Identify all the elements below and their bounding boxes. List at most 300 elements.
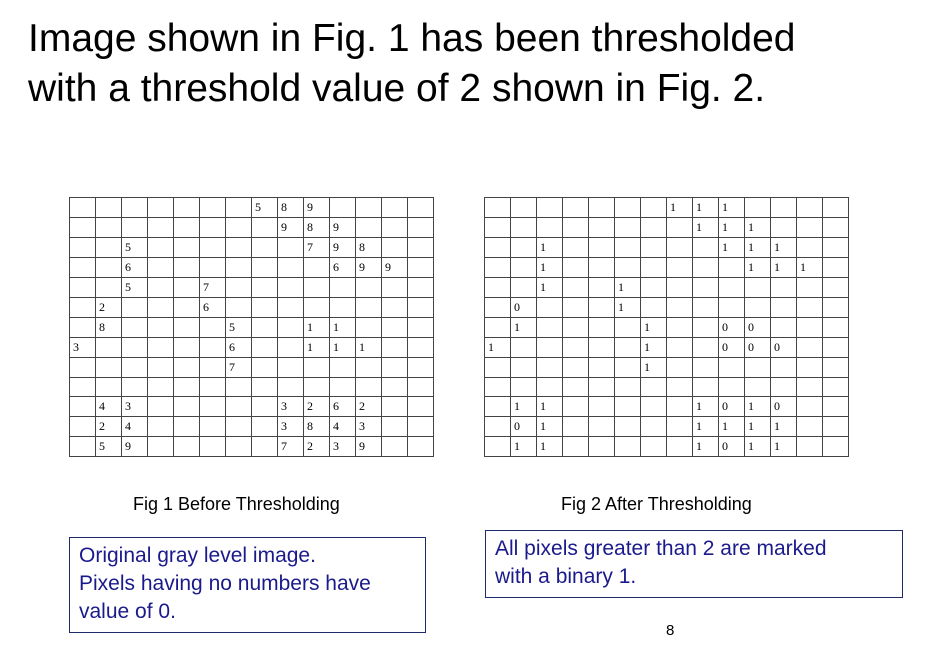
grid-cell xyxy=(511,278,537,298)
grid-cell xyxy=(563,258,589,278)
grid-cell: 1 xyxy=(537,417,563,437)
grid-cell xyxy=(485,218,511,238)
grid-cell: 1 xyxy=(719,218,745,238)
grid-cell xyxy=(797,417,823,437)
grid-cell xyxy=(70,437,96,457)
grid-cell xyxy=(823,437,849,457)
grid-row xyxy=(70,378,434,397)
fig1-note-line-2: Pixels having no numbers have xyxy=(79,572,371,595)
grid-cell xyxy=(563,378,589,397)
title-line-1: Image shown in Fig. 1 has been thresholded xyxy=(28,17,796,60)
grid-cell xyxy=(511,378,537,397)
grid-cell: 9 xyxy=(356,258,382,278)
grid-cell: 1 xyxy=(771,417,797,437)
grid-cell xyxy=(122,198,148,218)
grid-cell xyxy=(641,218,667,238)
grid-cell xyxy=(537,338,563,358)
grid-cell xyxy=(615,397,641,417)
grid-cell xyxy=(797,437,823,457)
grid-cell: 1 xyxy=(330,318,356,338)
grid-cell xyxy=(96,278,122,298)
grid-cell xyxy=(200,358,226,378)
grid-cell: 7 xyxy=(226,358,252,378)
grid-cell xyxy=(589,318,615,338)
grid-cell: 1 xyxy=(667,198,693,218)
grid-cell xyxy=(70,397,96,417)
grid-cell xyxy=(667,338,693,358)
grid-cell: 1 xyxy=(304,338,330,358)
grid-cell xyxy=(823,378,849,397)
grid-cell xyxy=(96,258,122,278)
grid-cell xyxy=(226,378,252,397)
grid-cell xyxy=(485,278,511,298)
grid-cell xyxy=(408,437,434,457)
grid-cell xyxy=(797,218,823,238)
grid-cell: 0 xyxy=(771,338,797,358)
grid-cell xyxy=(823,258,849,278)
grid-cell xyxy=(537,318,563,338)
grid-cell xyxy=(589,417,615,437)
grid-cell xyxy=(797,238,823,258)
grid-cell xyxy=(563,437,589,457)
grid-cell xyxy=(589,198,615,218)
grid-cell xyxy=(174,218,200,238)
grid-cell xyxy=(615,358,641,378)
grid-row xyxy=(70,218,434,238)
grid-cell xyxy=(70,218,96,238)
grid-cell xyxy=(226,437,252,457)
grid-cell xyxy=(200,238,226,258)
grid-cell xyxy=(70,298,96,318)
grid-cell xyxy=(485,378,511,397)
grid-cell xyxy=(511,338,537,358)
grid-cell: 1 xyxy=(615,278,641,298)
grid-cell: 1 xyxy=(719,238,745,258)
grid-cell xyxy=(589,338,615,358)
grid-cell xyxy=(771,318,797,338)
grid-cell xyxy=(278,358,304,378)
grid-cell xyxy=(719,278,745,298)
grid-cell: 1 xyxy=(771,238,797,258)
grid-cell xyxy=(485,437,511,457)
grid-row xyxy=(485,218,849,238)
grid-cell xyxy=(200,338,226,358)
grid-cell: 1 xyxy=(356,338,382,358)
grid-cell xyxy=(200,378,226,397)
grid-cell: 1 xyxy=(330,338,356,358)
grid-cell: 8 xyxy=(96,318,122,338)
grid-cell xyxy=(589,298,615,318)
grid-cell xyxy=(252,338,278,358)
grid-cell xyxy=(537,358,563,378)
grid-cell xyxy=(615,437,641,457)
grid-cell xyxy=(174,397,200,417)
grid-cell xyxy=(278,278,304,298)
grid-cell: 0 xyxy=(719,437,745,457)
grid-row xyxy=(70,358,434,378)
grid-cell: 3 xyxy=(122,397,148,417)
grid-cell: 1 xyxy=(693,218,719,238)
grid-cell xyxy=(823,318,849,338)
grid-cell: 4 xyxy=(96,397,122,417)
grid-cell xyxy=(693,358,719,378)
grid-cell: 1 xyxy=(771,437,797,457)
grid-cell xyxy=(693,298,719,318)
grid-cell: 1 xyxy=(745,218,771,238)
grid-cell xyxy=(408,318,434,338)
grid-cell: 0 xyxy=(771,397,797,417)
grid-cell xyxy=(771,378,797,397)
grid-cell xyxy=(563,318,589,338)
grid-cell: 2 xyxy=(356,397,382,417)
grid-cell: 0 xyxy=(745,318,771,338)
grid-cell xyxy=(330,298,356,318)
grid-cell xyxy=(148,378,174,397)
grid-cell xyxy=(382,378,408,397)
grid-cell xyxy=(330,358,356,378)
grid-cell xyxy=(70,358,96,378)
grid-cell: 1 xyxy=(693,397,719,417)
grid-cell xyxy=(641,238,667,258)
grid-cell: 1 xyxy=(641,338,667,358)
grid-cell xyxy=(148,417,174,437)
grid-cell xyxy=(70,417,96,437)
grid-cell: 8 xyxy=(278,198,304,218)
grid-row xyxy=(485,198,849,218)
grid-cell xyxy=(563,198,589,218)
grid-cell xyxy=(200,318,226,338)
grid-cell xyxy=(252,437,278,457)
grid-row xyxy=(485,417,849,437)
grid-cell xyxy=(485,417,511,437)
grid-cell: 0 xyxy=(745,338,771,358)
grid-cell xyxy=(96,198,122,218)
grid-cell: 7 xyxy=(278,437,304,457)
grid-cell: 1 xyxy=(511,397,537,417)
grid-cell: 1 xyxy=(771,258,797,278)
grid-cell: 1 xyxy=(537,278,563,298)
grid-cell xyxy=(745,198,771,218)
grid-cell: 0 xyxy=(511,298,537,318)
grid-cell: 9 xyxy=(382,258,408,278)
grid-cell xyxy=(96,378,122,397)
grid-cell xyxy=(511,198,537,218)
grid-cell xyxy=(278,338,304,358)
grid-cell xyxy=(382,298,408,318)
grid-cell xyxy=(823,358,849,378)
grid-cell xyxy=(148,358,174,378)
grid-cell: 1 xyxy=(693,198,719,218)
grid-cell: 9 xyxy=(278,218,304,238)
grid-cell: 0 xyxy=(719,397,745,417)
grid-cell: 6 xyxy=(226,338,252,358)
grid-cell xyxy=(693,338,719,358)
grid-cell xyxy=(174,338,200,358)
grid-cell: 1 xyxy=(719,417,745,437)
fig2-caption: Fig 2 After Thresholding xyxy=(561,494,752,514)
grid-cell xyxy=(667,318,693,338)
grid-cell xyxy=(122,358,148,378)
grid-cell xyxy=(823,397,849,417)
grid-cell xyxy=(797,338,823,358)
grid-cell xyxy=(823,218,849,238)
grid-cell xyxy=(511,218,537,238)
grid-cell xyxy=(356,378,382,397)
grid-cell xyxy=(226,417,252,437)
grid-cell xyxy=(278,378,304,397)
grid-cell: 5 xyxy=(252,198,278,218)
grid-cell xyxy=(693,378,719,397)
grid-cell xyxy=(382,318,408,338)
grid-cell xyxy=(304,298,330,318)
fig1-note-box xyxy=(69,537,426,633)
fig1-caption: Fig 1 Before Thresholding xyxy=(133,494,340,514)
fig1-pixel-grid xyxy=(69,197,434,457)
grid-cell xyxy=(304,378,330,397)
grid-cell xyxy=(823,278,849,298)
grid-cell xyxy=(797,278,823,298)
grid-cell xyxy=(589,218,615,238)
grid-row xyxy=(70,238,434,258)
grid-cell xyxy=(641,258,667,278)
grid-cell xyxy=(823,198,849,218)
grid-cell xyxy=(200,258,226,278)
grid-cell xyxy=(641,417,667,437)
grid-cell xyxy=(408,278,434,298)
grid-cell xyxy=(252,278,278,298)
grid-cell xyxy=(382,198,408,218)
grid-cell: 4 xyxy=(122,417,148,437)
grid-cell xyxy=(70,258,96,278)
grid-cell xyxy=(771,358,797,378)
grid-cell xyxy=(615,218,641,238)
grid-cell xyxy=(823,298,849,318)
grid-cell xyxy=(563,338,589,358)
grid-cell xyxy=(408,298,434,318)
grid-cell xyxy=(641,378,667,397)
grid-row xyxy=(485,278,849,298)
grid-cell xyxy=(823,417,849,437)
grid-cell xyxy=(356,198,382,218)
grid-cell xyxy=(174,358,200,378)
grid-cell xyxy=(797,198,823,218)
grid-cell xyxy=(719,298,745,318)
grid-cell xyxy=(615,238,641,258)
grid-cell xyxy=(615,417,641,437)
grid-cell xyxy=(382,238,408,258)
grid-cell xyxy=(200,417,226,437)
grid-cell: 1 xyxy=(537,258,563,278)
grid-cell xyxy=(356,278,382,298)
grid-cell xyxy=(408,238,434,258)
grid-cell xyxy=(174,258,200,278)
grid-cell xyxy=(693,278,719,298)
grid-cell xyxy=(641,298,667,318)
grid-cell xyxy=(667,397,693,417)
grid-cell xyxy=(745,378,771,397)
grid-cell xyxy=(70,198,96,218)
grid-cell xyxy=(563,278,589,298)
grid-cell xyxy=(382,218,408,238)
grid-cell xyxy=(667,278,693,298)
grid-cell xyxy=(122,218,148,238)
grid-cell: 8 xyxy=(356,238,382,258)
grid-cell xyxy=(485,358,511,378)
grid-cell xyxy=(70,378,96,397)
grid-cell xyxy=(330,198,356,218)
grid-cell xyxy=(408,338,434,358)
grid-cell: 1 xyxy=(797,258,823,278)
fig2-note-box xyxy=(485,530,903,598)
grid-cell: 1 xyxy=(745,238,771,258)
grid-cell: 3 xyxy=(356,417,382,437)
grid-cell: 0 xyxy=(511,417,537,437)
grid-cell: 3 xyxy=(278,417,304,437)
grid-cell xyxy=(563,397,589,417)
grid-cell xyxy=(408,378,434,397)
grid-cell xyxy=(823,338,849,358)
grid-cell xyxy=(797,298,823,318)
grid-cell: 1 xyxy=(745,437,771,457)
grid-cell xyxy=(537,218,563,238)
grid-cell: 6 xyxy=(330,397,356,417)
grid-cell xyxy=(823,238,849,258)
grid-cell xyxy=(745,358,771,378)
grid-cell: 1 xyxy=(537,397,563,417)
grid-cell xyxy=(719,258,745,278)
grid-cell xyxy=(174,437,200,457)
grid-cell xyxy=(667,238,693,258)
page-number: 8 xyxy=(666,622,675,639)
grid-cell xyxy=(174,417,200,437)
grid-cell xyxy=(174,298,200,318)
grid-cell xyxy=(252,358,278,378)
grid-cell xyxy=(563,417,589,437)
grid-cell xyxy=(330,378,356,397)
grid-cell xyxy=(589,437,615,457)
grid-cell: 5 xyxy=(96,437,122,457)
grid-cell xyxy=(278,318,304,338)
grid-cell xyxy=(226,198,252,218)
grid-cell xyxy=(408,258,434,278)
grid-cell xyxy=(511,358,537,378)
grid-cell: 5 xyxy=(122,238,148,258)
grid-cell xyxy=(200,397,226,417)
grid-cell xyxy=(148,338,174,358)
grid-cell xyxy=(148,278,174,298)
grid-cell xyxy=(356,358,382,378)
grid-cell: 2 xyxy=(96,298,122,318)
grid-cell: 2 xyxy=(96,417,122,437)
grid-cell xyxy=(200,437,226,457)
grid-cell xyxy=(485,198,511,218)
grid-row xyxy=(485,378,849,397)
grid-cell xyxy=(226,278,252,298)
grid-cell xyxy=(771,198,797,218)
grid-cell xyxy=(148,198,174,218)
grid-cell xyxy=(745,278,771,298)
grid-row xyxy=(485,318,849,338)
grid-cell: 1 xyxy=(745,258,771,278)
grid-cell: 1 xyxy=(511,437,537,457)
grid-cell xyxy=(408,218,434,238)
grid-cell xyxy=(304,278,330,298)
grid-cell: 6 xyxy=(200,298,226,318)
grid-cell: 1 xyxy=(719,198,745,218)
grid-cell xyxy=(615,318,641,338)
grid-row xyxy=(70,437,434,457)
grid-cell xyxy=(797,318,823,338)
grid-cell xyxy=(667,378,693,397)
grid-cell xyxy=(615,378,641,397)
grid-cell xyxy=(148,437,174,457)
grid-cell: 2 xyxy=(304,397,330,417)
grid-cell xyxy=(200,218,226,238)
grid-cell: 5 xyxy=(122,278,148,298)
grid-cell: 3 xyxy=(70,338,96,358)
grid-row xyxy=(70,298,434,318)
grid-cell: 8 xyxy=(304,218,330,238)
grid-cell: 9 xyxy=(122,437,148,457)
grid-cell xyxy=(589,358,615,378)
grid-cell xyxy=(589,238,615,258)
grid-cell xyxy=(797,397,823,417)
grid-cell xyxy=(382,397,408,417)
fig2-note-line-2: with a binary 1. xyxy=(495,565,637,588)
grid-cell: 3 xyxy=(278,397,304,417)
grid-cell xyxy=(96,358,122,378)
grid-cell: 9 xyxy=(304,198,330,218)
grid-cell xyxy=(408,358,434,378)
grid-cell xyxy=(278,298,304,318)
grid-cell xyxy=(356,318,382,338)
grid-cell: 1 xyxy=(745,397,771,417)
grid-cell xyxy=(252,218,278,238)
grid-cell xyxy=(408,417,434,437)
grid-cell xyxy=(537,198,563,218)
grid-cell: 2 xyxy=(304,437,330,457)
grid-cell xyxy=(615,258,641,278)
grid-cell xyxy=(70,278,96,298)
grid-cell xyxy=(485,258,511,278)
fig2-note-line-1: All pixels greater than 2 are marked xyxy=(495,537,827,560)
grid-cell xyxy=(252,238,278,258)
grid-cell xyxy=(252,258,278,278)
grid-cell: 4 xyxy=(330,417,356,437)
grid-cell: 7 xyxy=(200,278,226,298)
grid-cell xyxy=(122,378,148,397)
grid-cell xyxy=(563,298,589,318)
grid-row xyxy=(70,417,434,437)
grid-cell xyxy=(719,358,745,378)
grid-cell xyxy=(771,278,797,298)
grid-cell xyxy=(563,238,589,258)
grid-cell: 1 xyxy=(537,238,563,258)
grid-cell xyxy=(667,417,693,437)
grid-cell xyxy=(667,258,693,278)
fig1-note-line-1: Original gray level image. xyxy=(79,544,316,567)
grid-cell xyxy=(693,258,719,278)
grid-cell xyxy=(148,298,174,318)
grid-cell: 9 xyxy=(330,218,356,238)
grid-cell xyxy=(382,437,408,457)
grid-cell xyxy=(174,378,200,397)
grid-cell: 1 xyxy=(641,358,667,378)
grid-cell xyxy=(226,238,252,258)
grid-cell xyxy=(252,397,278,417)
grid-cell xyxy=(589,258,615,278)
grid-cell: 1 xyxy=(615,298,641,318)
